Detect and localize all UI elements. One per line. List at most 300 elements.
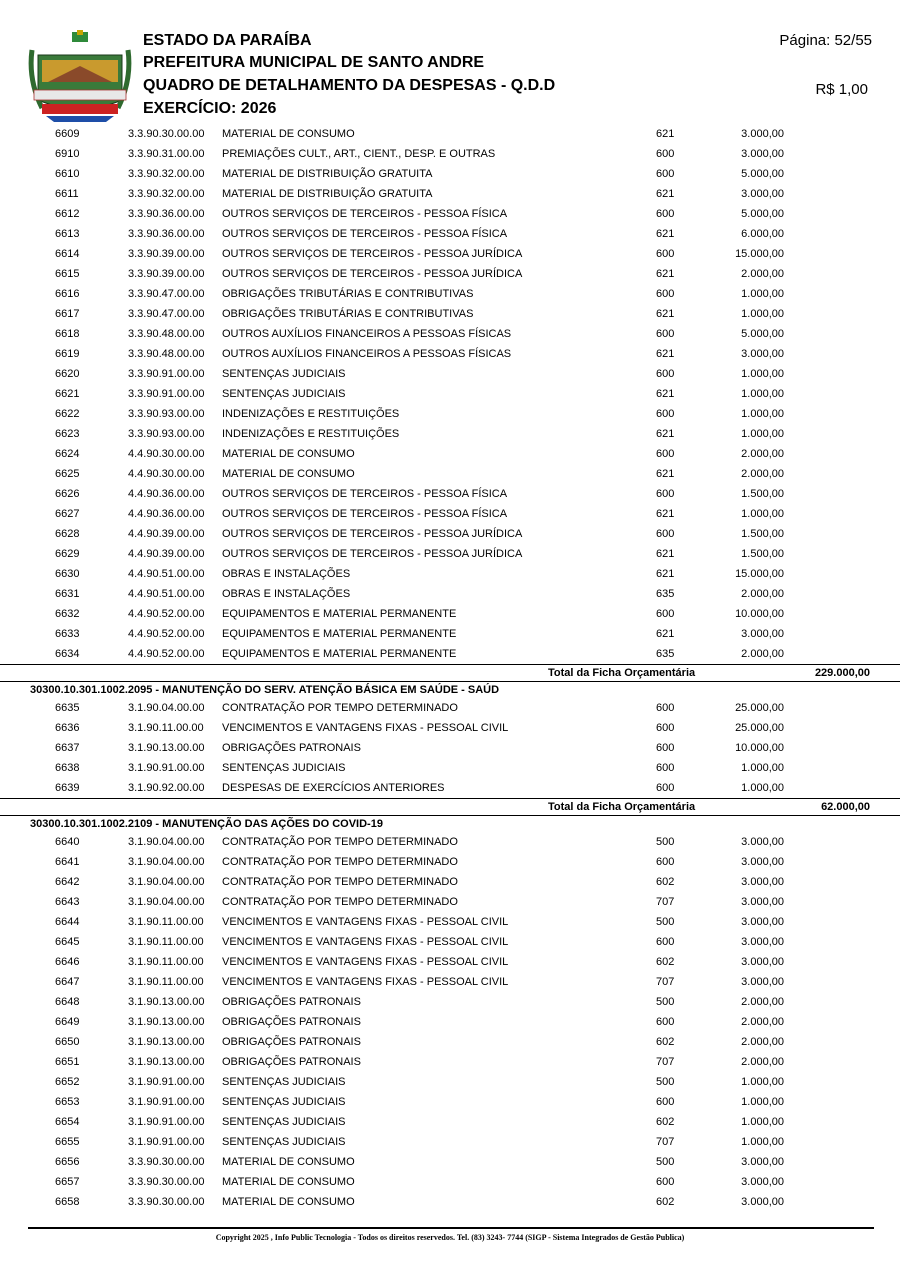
description-cell: OBRIGAÇÕES PATRONAIS: [222, 1016, 361, 1028]
description-cell: DESPESAS DE EXERCÍCIOS ANTERIORES: [222, 782, 445, 794]
ficha-cell: 6623: [55, 428, 80, 440]
source-cell: 600: [656, 722, 675, 734]
source-cell: 500: [656, 916, 675, 928]
value-cell: 3.000,00: [741, 128, 784, 140]
code-cell: 3.3.90.93.00.00: [128, 408, 205, 420]
value-cell: 5.000,00: [741, 328, 784, 340]
value-cell: 3.000,00: [741, 628, 784, 640]
ficha-cell: 6625: [55, 468, 80, 480]
value-cell: 2.000,00: [741, 1016, 784, 1028]
value-cell: 1.000,00: [741, 428, 784, 440]
description-cell: INDENIZAÇÕES E RESTITUIÇÕES: [222, 408, 400, 420]
ficha-cell: 6609: [55, 128, 80, 140]
code-cell: 4.4.90.52.00.00: [128, 648, 205, 660]
value-cell: 1.000,00: [741, 782, 784, 794]
ficha-cell: 6630: [55, 568, 80, 580]
value-cell: 3.000,00: [741, 188, 784, 200]
description-cell: OUTROS SERVIÇOS DE TERCEIROS - PESSOA JURÍDICA: [222, 528, 523, 540]
source-cell: 600: [656, 936, 675, 948]
code-cell: 3.3.90.93.00.00: [128, 428, 205, 440]
description-cell: VENCIMENTOS E VANTAGENS FIXAS - PESSOAL CIVIL: [222, 956, 509, 968]
source-cell: 602: [656, 1196, 675, 1208]
ficha-cell: 6636: [55, 722, 80, 734]
table-row: [0, 952, 900, 972]
description-cell: OUTROS SERVIÇOS DE TERCEIROS - PESSOA JURÍDICA: [222, 268, 523, 280]
source-cell: 600: [656, 148, 675, 160]
description-cell: OBRIGAÇÕES PATRONAIS: [222, 742, 361, 754]
ficha-cell: 6648: [55, 996, 80, 1008]
source-cell: 600: [656, 328, 675, 340]
footer-copyright: Copyright 2025 , Info Public Tecnologia - Todos os direitos reservedos. Tel. (83) 3243- 7744 (SIGP - Sistema Integrados de Gestão Publica): [215, 1233, 685, 1242]
description-cell: OUTROS SERVIÇOS DE TERCEIROS - PESSOA FÍSICA: [222, 228, 508, 240]
ficha-cell: 6622: [55, 408, 80, 420]
code-cell: 3.3.90.47.00.00: [128, 308, 205, 320]
description-cell: VENCIMENTOS E VANTAGENS FIXAS - PESSOAL CIVIL: [222, 722, 509, 734]
value-cell: 15.000,00: [735, 248, 784, 260]
code-cell: 3.1.90.11.00.00: [128, 976, 204, 988]
section-title: 30300.10.301.1002.2095 - MANUTENÇÃO DO SERV. ATENÇÃO BÁSICA EM SAÚDE - SAÚD: [0, 681, 900, 698]
source-cell: 600: [656, 762, 675, 774]
code-cell: 3.1.90.13.00.00: [128, 742, 205, 754]
source-cell: 600: [656, 208, 675, 220]
table-row: [0, 464, 900, 484]
table-row: [0, 912, 900, 932]
code-cell: 3.3.90.32.00.00: [128, 168, 205, 180]
table-row: [0, 524, 900, 544]
description-cell: OBRAS E INSTALAÇÕES: [222, 588, 351, 600]
value-cell: 2.000,00: [741, 1036, 784, 1048]
value-cell: 1.000,00: [741, 1116, 784, 1128]
source-cell: 600: [656, 288, 675, 300]
source-cell: 621: [656, 228, 675, 240]
source-cell: 621: [656, 568, 675, 580]
code-cell: 3.3.90.32.00.00: [128, 188, 205, 200]
total-value: 62.000,00: [821, 801, 870, 813]
table-row: [0, 872, 900, 892]
code-cell: 3.1.90.04.00.00: [128, 856, 205, 868]
value-cell: 3.000,00: [741, 348, 784, 360]
table-row: [0, 264, 900, 284]
ficha-cell: 6610: [55, 168, 80, 180]
code-cell: 3.3.90.48.00.00: [128, 348, 205, 360]
code-cell: 4.4.90.30.00.00: [128, 448, 205, 460]
ficha-cell: 6621: [55, 388, 80, 400]
ficha-cell: 6631: [55, 588, 80, 600]
value-cell: 1.500,00: [741, 528, 784, 540]
code-cell: 3.3.90.91.00.00: [128, 388, 205, 400]
ficha-cell: 6642: [55, 876, 80, 888]
ficha-cell: 6644: [55, 916, 80, 928]
ficha-cell: 6646: [55, 956, 80, 968]
value-cell: 3.000,00: [741, 1156, 784, 1168]
table-row: [0, 504, 900, 524]
ficha-cell: 6615: [55, 268, 80, 280]
source-cell: 600: [656, 248, 675, 260]
description-cell: SENTENÇAS JUDICIAIS: [222, 1136, 346, 1148]
table-row: [0, 544, 900, 564]
table-row: [0, 1152, 900, 1172]
table-row: [0, 184, 900, 204]
code-cell: 3.1.90.91.00.00: [128, 1096, 205, 1108]
municipal-coat-of-arms-icon: [28, 30, 132, 122]
value-cell: 2.000,00: [741, 648, 784, 660]
source-cell: 500: [656, 996, 675, 1008]
table-row: [0, 972, 900, 992]
code-cell: 4.4.90.36.00.00: [128, 508, 205, 520]
ficha-cell: 6633: [55, 628, 80, 640]
table-row: [0, 1112, 900, 1132]
table-row: [0, 564, 900, 584]
ficha-cell: 6638: [55, 762, 80, 774]
description-cell: MATERIAL DE CONSUMO: [222, 468, 355, 480]
description-cell: OUTROS SERVIÇOS DE TERCEIROS - PESSOA JURÍDICA: [222, 548, 523, 560]
ficha-cell: 6653: [55, 1096, 80, 1108]
ficha-cell: 6657: [55, 1176, 80, 1188]
code-cell: 3.1.90.91.00.00: [128, 1116, 205, 1128]
ficha-cell: 6628: [55, 528, 80, 540]
table-row: [0, 484, 900, 504]
description-cell: VENCIMENTOS E VANTAGENS FIXAS - PESSOAL CIVIL: [222, 916, 509, 928]
table-row: [0, 364, 900, 384]
description-cell: OUTROS SERVIÇOS DE TERCEIROS - PESSOA FÍSICA: [222, 488, 508, 500]
description-cell: OBRIGAÇÕES TRIBUTÁRIAS E CONTRIBUTIVAS: [222, 288, 474, 300]
page-number: Página: 52/55: [779, 32, 872, 49]
description-cell: SENTENÇAS JUDICIAIS: [222, 388, 346, 400]
source-cell: 600: [656, 702, 675, 714]
code-cell: 4.4.90.39.00.00: [128, 548, 205, 560]
source-cell: 602: [656, 956, 675, 968]
table-row: [0, 584, 900, 604]
source-cell: 707: [656, 896, 675, 908]
table-row: [0, 404, 900, 424]
source-cell: 600: [656, 742, 675, 754]
ficha-cell: 6910: [55, 148, 80, 160]
ficha-cell: 6634: [55, 648, 80, 660]
code-cell: 3.3.90.30.00.00: [128, 1176, 205, 1188]
value-cell: 1.000,00: [741, 508, 784, 520]
description-cell: OUTROS SERVIÇOS DE TERCEIROS - PESSOA FÍSICA: [222, 508, 508, 520]
table-row: [0, 204, 900, 224]
table-row: [0, 932, 900, 952]
value-cell: 5.000,00: [741, 208, 784, 220]
description-cell: OUTROS SERVIÇOS DE TERCEIROS - PESSOA JURÍDICA: [222, 248, 523, 260]
source-cell: 600: [656, 168, 675, 180]
source-cell: 600: [656, 782, 675, 794]
code-cell: 4.4.90.30.00.00: [128, 468, 205, 480]
description-cell: OBRIGAÇÕES PATRONAIS: [222, 996, 361, 1008]
ficha-cell: 6620: [55, 368, 80, 380]
source-cell: 600: [656, 488, 675, 500]
source-cell: 602: [656, 1116, 675, 1128]
source-cell: 707: [656, 976, 675, 988]
total-value: 229.000,00: [814, 667, 870, 679]
ficha-cell: 6637: [55, 742, 80, 754]
table-row: [0, 284, 900, 304]
source-cell: 600: [656, 1096, 675, 1108]
ficha-cell: 6640: [55, 836, 80, 848]
total-row: [0, 798, 900, 815]
code-cell: 3.3.90.30.00.00: [128, 128, 205, 140]
value-cell: 1.000,00: [741, 1096, 784, 1108]
description-cell: EQUIPAMENTOS E MATERIAL PERMANENTE: [222, 628, 457, 640]
table-row: [0, 698, 900, 718]
value-cell: 1.000,00: [741, 308, 784, 320]
description-cell: SENTENÇAS JUDICIAIS: [222, 1076, 346, 1088]
value-cell: 1.500,00: [741, 488, 784, 500]
source-cell: 602: [656, 876, 675, 888]
source-cell: 635: [656, 648, 675, 660]
ficha-cell: 6658: [55, 1196, 80, 1208]
table-row: [0, 344, 900, 364]
description-cell: CONTRATAÇÃO POR TEMPO DETERMINADO: [222, 836, 458, 848]
source-cell: 600: [656, 368, 675, 380]
value-cell: 25.000,00: [735, 702, 784, 714]
value-cell: 2.000,00: [741, 268, 784, 280]
description-cell: VENCIMENTOS E VANTAGENS FIXAS - PESSOAL CIVIL: [222, 936, 509, 948]
ficha-cell: 6616: [55, 288, 80, 300]
value-cell: 25.000,00: [735, 722, 784, 734]
value-cell: 5.000,00: [741, 168, 784, 180]
source-cell: 621: [656, 508, 675, 520]
code-cell: 3.1.90.91.00.00: [128, 1136, 205, 1148]
ficha-cell: 6641: [55, 856, 80, 868]
code-cell: 3.1.90.11.00.00: [128, 936, 204, 948]
code-cell: 3.3.90.47.00.00: [128, 288, 205, 300]
code-cell: 3.1.90.13.00.00: [128, 1056, 205, 1068]
code-cell: 4.4.90.51.00.00: [128, 568, 205, 580]
ficha-cell: 6618: [55, 328, 80, 340]
ficha-cell: 6612: [55, 208, 80, 220]
value-cell: 3.000,00: [741, 896, 784, 908]
code-cell: 3.3.90.39.00.00: [128, 268, 205, 280]
table-row: [0, 738, 900, 758]
source-cell: 600: [656, 408, 675, 420]
table-row: [0, 1092, 900, 1112]
value-cell: 2.000,00: [741, 468, 784, 480]
table-row: [0, 624, 900, 644]
description-cell: PREMIAÇÕES CULT., ART., CIENT., DESP. E OUTRAS: [222, 148, 496, 160]
table-row: [0, 644, 900, 664]
source-cell: 707: [656, 1136, 675, 1148]
description-cell: OBRIGAÇÕES TRIBUTÁRIAS E CONTRIBUTIVAS: [222, 308, 474, 320]
code-cell: 3.3.90.36.00.00: [128, 228, 205, 240]
table-row: [0, 244, 900, 264]
description-cell: SENTENÇAS JUDICIAIS: [222, 1096, 346, 1108]
description-cell: OBRAS E INSTALAÇÕES: [222, 568, 351, 580]
source-cell: 635: [656, 588, 675, 600]
description-cell: EQUIPAMENTOS E MATERIAL PERMANENTE: [222, 648, 457, 660]
table-row: [0, 424, 900, 444]
description-cell: OBRIGAÇÕES PATRONAIS: [222, 1036, 361, 1048]
code-cell: 3.1.90.11.00.00: [128, 722, 204, 734]
table-row: [0, 324, 900, 344]
ficha-cell: 6656: [55, 1156, 80, 1168]
description-cell: OUTROS SERVIÇOS DE TERCEIROS - PESSOA FÍSICA: [222, 208, 508, 220]
source-cell: 621: [656, 628, 675, 640]
table-row: [0, 1172, 900, 1192]
description-cell: SENTENÇAS JUDICIAIS: [222, 1116, 346, 1128]
value-cell: 1.000,00: [741, 1136, 784, 1148]
source-cell: 621: [656, 308, 675, 320]
ficha-cell: 6649: [55, 1016, 80, 1028]
value-cell: 3.000,00: [741, 956, 784, 968]
source-cell: 621: [656, 188, 675, 200]
description-cell: OUTROS AUXÍLIOS FINANCEIROS A PESSOAS FÍSICAS: [222, 328, 512, 340]
ficha-cell: 6611: [55, 188, 79, 200]
header-city-hall: PREFEITURA MUNICIPAL DE SANTO ANDRE: [143, 54, 485, 71]
table-row: [0, 304, 900, 324]
code-cell: 3.1.90.13.00.00: [128, 996, 205, 1008]
code-cell: 3.1.90.04.00.00: [128, 896, 205, 908]
ficha-cell: 6652: [55, 1076, 80, 1088]
table-row: [0, 852, 900, 872]
table-row: [0, 1012, 900, 1032]
table-row: [0, 1072, 900, 1092]
description-cell: MATERIAL DE CONSUMO: [222, 448, 355, 460]
code-cell: 4.4.90.39.00.00: [128, 528, 205, 540]
ficha-cell: 6614: [55, 248, 80, 260]
description-cell: MATERIAL DE CONSUMO: [222, 1176, 355, 1188]
table-row: [0, 892, 900, 912]
table-row: [0, 1052, 900, 1072]
header-state: ESTADO DA PARAÍBA: [143, 32, 312, 49]
source-cell: 621: [656, 268, 675, 280]
description-cell: MATERIAL DE CONSUMO: [222, 1156, 355, 1168]
value-cell: 15.000,00: [735, 568, 784, 580]
ficha-cell: 6632: [55, 608, 80, 620]
code-cell: 3.1.90.11.00.00: [128, 956, 204, 968]
value-cell: 10.000,00: [735, 608, 784, 620]
description-cell: SENTENÇAS JUDICIAIS: [222, 368, 346, 380]
value-cell: 3.000,00: [741, 148, 784, 160]
value-cell: 3.000,00: [741, 936, 784, 948]
value-cell: 3.000,00: [741, 836, 784, 848]
description-cell: VENCIMENTOS E VANTAGENS FIXAS - PESSOAL CIVIL: [222, 976, 509, 988]
table-row: [0, 604, 900, 624]
source-cell: 621: [656, 348, 675, 360]
description-cell: EQUIPAMENTOS E MATERIAL PERMANENTE: [222, 608, 457, 620]
code-cell: 3.1.90.91.00.00: [128, 1076, 205, 1088]
code-cell: 3.1.90.91.00.00: [128, 762, 205, 774]
ficha-cell: 6624: [55, 448, 80, 460]
value-cell: 1.000,00: [741, 368, 784, 380]
table-row: [0, 758, 900, 778]
table-row: [0, 778, 900, 798]
table-row: [0, 1192, 900, 1212]
ficha-cell: 6619: [55, 348, 80, 360]
ficha-cell: 6655: [55, 1136, 80, 1148]
table-row: [0, 444, 900, 464]
ficha-cell: 6613: [55, 228, 80, 240]
code-cell: 3.1.90.13.00.00: [128, 1036, 205, 1048]
source-cell: 602: [656, 1036, 675, 1048]
value-cell: 3.000,00: [741, 876, 784, 888]
table-row: [0, 164, 900, 184]
source-cell: 500: [656, 1156, 675, 1168]
code-cell: 3.1.90.13.00.00: [128, 1016, 205, 1028]
description-cell: OUTROS AUXÍLIOS FINANCEIROS A PESSOAS FÍSICAS: [222, 348, 512, 360]
footer-divider: [28, 1227, 874, 1229]
value-cell: 3.000,00: [741, 856, 784, 868]
ficha-cell: 6643: [55, 896, 80, 908]
currency-unit: R$ 1,00: [815, 81, 868, 98]
value-cell: 1.000,00: [741, 408, 784, 420]
value-cell: 2.000,00: [741, 448, 784, 460]
source-cell: 500: [656, 836, 675, 848]
description-cell: SENTENÇAS JUDICIAIS: [222, 762, 346, 774]
ficha-cell: 6650: [55, 1036, 80, 1048]
value-cell: 3.000,00: [741, 1196, 784, 1208]
value-cell: 6.000,00: [741, 228, 784, 240]
table-row: [0, 992, 900, 1012]
budget-detail-table: [0, 124, 900, 1212]
source-cell: 600: [656, 608, 675, 620]
code-cell: 3.1.90.92.00.00: [128, 782, 205, 794]
code-cell: 3.1.90.04.00.00: [128, 836, 205, 848]
table-row: [0, 1132, 900, 1152]
table-row: [0, 124, 900, 144]
code-cell: 3.3.90.30.00.00: [128, 1156, 205, 1168]
ficha-cell: 6651: [55, 1056, 80, 1068]
table-row: [0, 224, 900, 244]
ficha-cell: 6647: [55, 976, 80, 988]
source-cell: 600: [656, 1176, 675, 1188]
table-row: [0, 718, 900, 738]
description-cell: MATERIAL DE CONSUMO: [222, 1196, 355, 1208]
value-cell: 1.000,00: [741, 762, 784, 774]
ficha-cell: 6639: [55, 782, 80, 794]
code-cell: 4.4.90.36.00.00: [128, 488, 205, 500]
code-cell: 3.3.90.39.00.00: [128, 248, 205, 260]
value-cell: 2.000,00: [741, 996, 784, 1008]
description-cell: INDENIZAÇÕES E RESTITUIÇÕES: [222, 428, 400, 440]
value-cell: 3.000,00: [741, 916, 784, 928]
source-cell: 600: [656, 528, 675, 540]
code-cell: 3.3.90.30.00.00: [128, 1196, 205, 1208]
code-cell: 3.1.90.04.00.00: [128, 876, 205, 888]
source-cell: 621: [656, 388, 675, 400]
value-cell: 10.000,00: [735, 742, 784, 754]
code-cell: 3.3.90.31.00.00: [128, 148, 205, 160]
value-cell: 1.500,00: [741, 548, 784, 560]
value-cell: 1.000,00: [741, 388, 784, 400]
code-cell: 4.4.90.52.00.00: [128, 628, 205, 640]
description-cell: MATERIAL DE DISTRIBUIÇÃO GRATUITA: [222, 188, 433, 200]
code-cell: 3.1.90.11.00.00: [128, 916, 204, 928]
ficha-cell: 6654: [55, 1116, 80, 1128]
code-cell: 4.4.90.51.00.00: [128, 588, 205, 600]
description-cell: CONTRATAÇÃO POR TEMPO DETERMINADO: [222, 896, 458, 908]
description-cell: MATERIAL DE DISTRIBUIÇÃO GRATUITA: [222, 168, 433, 180]
value-cell: 3.000,00: [741, 976, 784, 988]
report-header: [0, 0, 900, 125]
source-cell: 621: [656, 468, 675, 480]
description-cell: CONTRATAÇÃO POR TEMPO DETERMINADO: [222, 702, 458, 714]
header-fiscal-year: EXERCÍCIO: 2026: [143, 100, 277, 117]
ficha-cell: 6645: [55, 936, 80, 948]
value-cell: 1.000,00: [741, 1076, 784, 1088]
ficha-cell: 6635: [55, 702, 80, 714]
total-row: [0, 664, 900, 681]
section-title: 30300.10.301.1002.2109 - MANUTENÇÃO DAS AÇÕES DO COVID-19: [0, 815, 900, 832]
source-cell: 621: [656, 548, 675, 560]
value-cell: 3.000,00: [741, 1176, 784, 1188]
source-cell: 600: [656, 448, 675, 460]
source-cell: 600: [656, 1016, 675, 1028]
table-row: [0, 1032, 900, 1052]
source-cell: 621: [656, 428, 675, 440]
total-label: Total da Ficha Orçamentária: [548, 801, 696, 813]
